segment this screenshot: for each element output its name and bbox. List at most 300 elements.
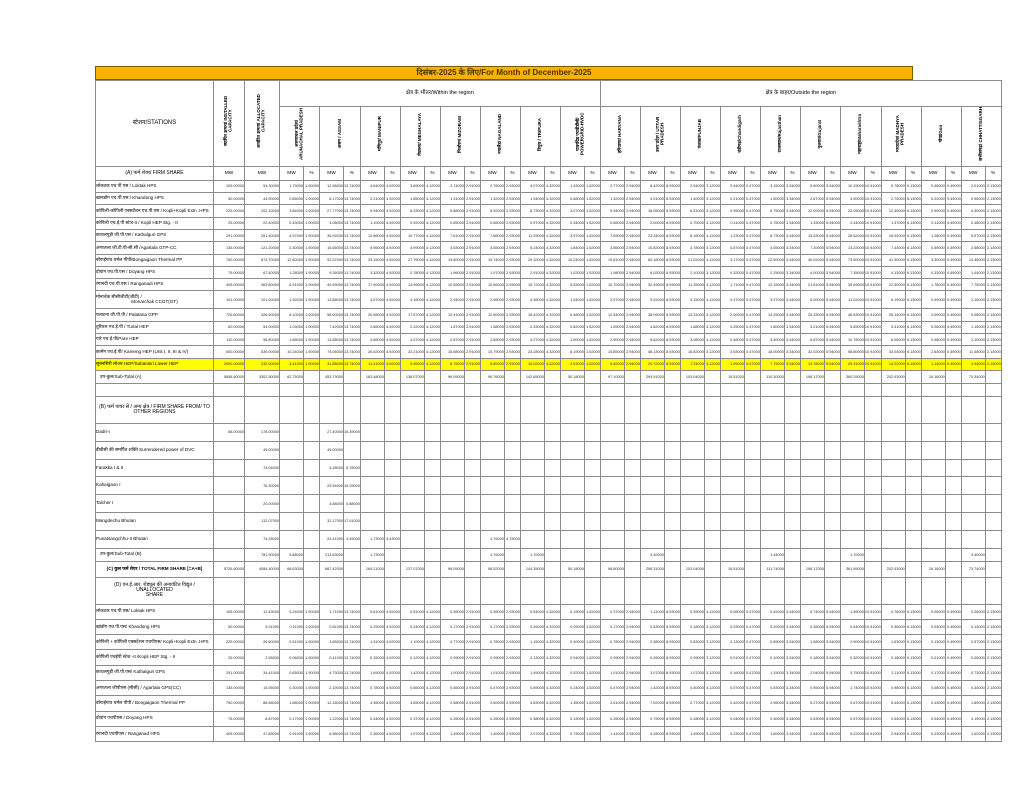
unit-mw: MW bbox=[921, 166, 945, 180]
value-cell: 8.82000 bbox=[640, 334, 664, 346]
value-cell: 1.90000 bbox=[304, 321, 320, 333]
value-cell bbox=[664, 577, 680, 604]
value-cell: 3.34000 bbox=[784, 650, 800, 665]
value-cell: 8.93000 bbox=[664, 309, 680, 321]
value-cell bbox=[664, 495, 680, 513]
value-cell bbox=[600, 512, 624, 530]
entity-header bbox=[881, 107, 921, 167]
value-cell: 0.06000 bbox=[280, 650, 304, 665]
value-cell bbox=[344, 548, 361, 561]
value-cell bbox=[720, 383, 744, 396]
value-cell bbox=[600, 441, 624, 459]
value-cell: 0.26000 bbox=[480, 711, 504, 726]
value-cell: 18.05000 bbox=[640, 205, 664, 217]
value-cell: 2.91000 bbox=[464, 229, 480, 241]
value-cell: 13.74000 bbox=[344, 635, 361, 650]
value-cell: 0.04000 bbox=[720, 711, 744, 726]
value-cell: 2.94000 bbox=[624, 309, 640, 321]
value-cell: 21.61000 bbox=[800, 279, 824, 291]
value-cell: 67.40000 bbox=[245, 266, 280, 278]
value-cell: 1.49000 bbox=[680, 726, 704, 741]
value-cell: 291.00000 bbox=[214, 665, 245, 680]
value-cell: 0.51000 bbox=[280, 635, 304, 650]
station-label-cell: कोपिली एच.ई.पी स्टेज-II / Kopli HEP Stg. - II bbox=[96, 217, 214, 229]
value-cell: 10.91000 bbox=[864, 321, 881, 333]
value-cell: 3.12000 bbox=[704, 334, 720, 346]
value-cell bbox=[440, 512, 464, 530]
entity-header bbox=[600, 107, 640, 167]
value-cell bbox=[384, 495, 400, 513]
value-cell: 0.28000 bbox=[680, 711, 704, 726]
value-cell: 4.12000 bbox=[424, 229, 440, 241]
value-cell: 2.94000 bbox=[624, 193, 640, 205]
value-cell: 1.42000 bbox=[640, 681, 664, 696]
label-line: (D) एन.ई.आर. शेड्यूल की अनावंटित विद्युत / UNALLOCATED bbox=[114, 581, 195, 593]
value-cell: 0.50000 bbox=[680, 681, 704, 696]
value-cell: 1.43000 bbox=[560, 180, 584, 192]
value-cell: 3.53000 bbox=[440, 242, 464, 254]
value-cell bbox=[360, 495, 384, 513]
value-cell: 4.32000 bbox=[544, 266, 560, 278]
value-cell: 1.52000 bbox=[584, 619, 600, 634]
value-cell: 6.13000 bbox=[905, 309, 921, 321]
value-cell: 8.93000 bbox=[664, 665, 680, 680]
value-cell bbox=[664, 441, 680, 459]
label-line: मोनार्चक सीसीजीटी(जीटी) / bbox=[96, 294, 142, 300]
value-cell: 3302.50000 bbox=[245, 370, 280, 383]
value-cell bbox=[280, 495, 304, 513]
station-label-cell: Punatsangchhu-II Bhutan bbox=[96, 530, 214, 548]
value-cell bbox=[304, 477, 320, 495]
value-cell bbox=[664, 370, 680, 383]
value-cell bbox=[824, 477, 840, 495]
value-cell: 2.93000 bbox=[504, 229, 520, 241]
value-cell bbox=[640, 423, 664, 441]
value-cell bbox=[704, 561, 720, 577]
value-cell: 68.00000 bbox=[214, 423, 245, 441]
value-cell: 4.45000 bbox=[344, 530, 361, 548]
value-cell: 1.37000 bbox=[881, 217, 905, 229]
value-cell: 5.94000 bbox=[824, 254, 840, 266]
value-cell bbox=[424, 459, 440, 477]
value-cell bbox=[600, 530, 624, 548]
value-cell bbox=[440, 441, 464, 459]
value-cell: 1.52000 bbox=[584, 242, 600, 254]
value-cell: 232.00000 bbox=[245, 358, 280, 370]
value-cell bbox=[280, 577, 304, 604]
value-cell bbox=[440, 495, 464, 513]
station-row bbox=[96, 477, 1002, 495]
value-cell: 26.14000 bbox=[881, 309, 905, 321]
value-cell: 21.02000 bbox=[680, 254, 704, 266]
entity-header bbox=[961, 107, 1001, 167]
value-cell: 6.82000 bbox=[600, 358, 624, 370]
unit-pct: % bbox=[744, 166, 760, 180]
value-cell: 3.40000 bbox=[961, 548, 985, 561]
value-cell: 2.58000 bbox=[440, 696, 464, 711]
unit-pct: % bbox=[584, 166, 600, 180]
value-cell: 2.91000 bbox=[464, 665, 480, 680]
value-cell: 2.93000 bbox=[504, 193, 520, 205]
value-cell bbox=[921, 441, 945, 459]
value-cell bbox=[985, 495, 1001, 513]
value-cell bbox=[640, 477, 664, 495]
value-cell: 0.13000 bbox=[921, 635, 945, 650]
value-cell: 4.32000 bbox=[544, 358, 560, 370]
value-cell bbox=[961, 477, 985, 495]
value-cell: 2.93000 bbox=[504, 711, 520, 726]
value-cell: 2.94000 bbox=[624, 266, 640, 278]
value-cell: 13.74000 bbox=[344, 205, 361, 217]
value-cell: 202.10000 bbox=[245, 205, 280, 217]
value-cell: 0.92000 bbox=[400, 217, 424, 229]
value-cell: 8.93000 bbox=[664, 650, 680, 665]
value-cell bbox=[560, 495, 584, 513]
value-cell bbox=[344, 561, 361, 577]
value-cell bbox=[464, 512, 480, 530]
value-cell: 4.16000 bbox=[400, 291, 424, 309]
entity-header-label: महाराष्ट्र/Maharashtra bbox=[857, 114, 863, 154]
value-cell: 0.81000 bbox=[320, 619, 344, 634]
value-cell: 27.76000 bbox=[400, 254, 424, 266]
value-cell: 0.82000 bbox=[560, 321, 584, 333]
value-cell: 7.61000 bbox=[440, 229, 464, 241]
station-row bbox=[96, 346, 1002, 358]
value-cell: 1.58000 bbox=[480, 321, 504, 333]
unit-pct: % bbox=[424, 166, 440, 180]
value-cell bbox=[640, 577, 664, 604]
value-cell bbox=[480, 577, 504, 604]
value-cell: 2.25000 bbox=[760, 266, 784, 278]
value-cell bbox=[344, 577, 361, 604]
value-cell bbox=[320, 396, 344, 423]
value-cell: 2.93000 bbox=[504, 665, 520, 680]
value-cell: 4.32000 bbox=[544, 291, 560, 309]
value-cell: 28.52000 bbox=[840, 229, 864, 241]
value-cell: 4.32000 bbox=[544, 711, 560, 726]
value-cell: 3.34000 bbox=[784, 217, 800, 229]
value-cell: 1.28000 bbox=[921, 229, 945, 241]
value-cell: 0.26000 bbox=[961, 604, 985, 619]
value-cell: 1.52000 bbox=[584, 346, 600, 358]
value-cell: 1.98000 bbox=[600, 266, 624, 278]
value-cell: 1.90000 bbox=[304, 217, 320, 229]
value-cell: 7.24000 bbox=[680, 358, 704, 370]
value-cell: 1.09000 bbox=[720, 358, 744, 370]
value-cell: 10.29000 bbox=[840, 180, 864, 192]
value-cell: 8.93000 bbox=[664, 334, 680, 346]
value-cell: 0.43000 bbox=[921, 696, 945, 711]
value-cell bbox=[544, 370, 560, 383]
value-cell: 2.10000 bbox=[680, 266, 704, 278]
entity-header bbox=[760, 107, 800, 167]
value-cell: 0.37000 bbox=[400, 711, 424, 726]
value-cell bbox=[320, 383, 344, 396]
value-cell: 2.13000 bbox=[985, 205, 1001, 217]
station-label-cell: Kahalgaon I bbox=[96, 477, 214, 495]
value-cell: 1.96000 bbox=[440, 266, 464, 278]
value-cell: 1.90000 bbox=[304, 291, 320, 309]
station-label-cell: काथलगुड़ी जी.पी.एस/ Kathalguri GPS bbox=[96, 665, 214, 680]
value-cell: 2.91000 bbox=[520, 266, 544, 278]
value-cell: 33.15000 bbox=[360, 254, 384, 266]
value-cell: 4.12000 bbox=[424, 358, 440, 370]
value-cell: 0.66000 bbox=[480, 217, 504, 229]
value-cell: 8.93000 bbox=[664, 358, 680, 370]
value-cell: 13.74000 bbox=[344, 180, 361, 192]
value-cell: 9.94000 bbox=[360, 205, 384, 217]
value-cell: 4.32000 bbox=[544, 334, 560, 346]
value-cell: 4.32000 bbox=[544, 180, 560, 192]
value-cell bbox=[400, 577, 424, 604]
value-cell bbox=[304, 370, 320, 383]
value-cell bbox=[560, 441, 584, 459]
value-cell: 6.13000 bbox=[905, 650, 921, 665]
value-cell: 10.91000 bbox=[864, 665, 881, 680]
value-cell: 5.94000 bbox=[824, 266, 840, 278]
value-cell: 10.91000 bbox=[864, 180, 881, 192]
value-cell: 0.49000 bbox=[945, 711, 961, 726]
value-cell: 0.78000 bbox=[600, 635, 624, 650]
station-row bbox=[96, 495, 1002, 513]
value-cell bbox=[800, 459, 824, 477]
value-cell: 4.12000 bbox=[424, 665, 440, 680]
value-cell bbox=[424, 396, 440, 423]
value-cell: 17.57000 bbox=[400, 309, 424, 321]
station-row bbox=[96, 279, 1002, 291]
stations-header: स्टेशन/STATIONS bbox=[96, 81, 214, 167]
value-cell: 0.57000 bbox=[961, 635, 985, 650]
station-row bbox=[96, 217, 1002, 229]
value-cell: 142.65000 bbox=[520, 370, 544, 383]
value-cell: 15.72000 bbox=[520, 279, 544, 291]
value-cell bbox=[945, 512, 961, 530]
value-cell: 14.35000 bbox=[961, 254, 985, 266]
value-cell: 9.08000 bbox=[961, 309, 985, 321]
value-cell: 1.92000 bbox=[280, 291, 304, 309]
value-cell bbox=[720, 577, 744, 604]
station-row bbox=[96, 242, 1002, 254]
unit-mw: MW bbox=[720, 166, 744, 180]
value-cell: 5.96000 bbox=[360, 242, 384, 254]
value-cell: 88.68000 bbox=[245, 696, 280, 711]
value-cell: 0.53000 bbox=[760, 681, 784, 696]
value-cell: 29.54000 bbox=[320, 477, 344, 495]
value-cell: 121.20000 bbox=[245, 242, 280, 254]
value-cell bbox=[584, 459, 600, 477]
value-cell: 12.54000 bbox=[600, 309, 624, 321]
value-cell: 2.93000 bbox=[504, 205, 520, 217]
value-cell: 2.77000 bbox=[600, 180, 624, 192]
value-cell: 10.91000 bbox=[864, 205, 881, 217]
value-cell bbox=[985, 459, 1001, 477]
value-cell: 0.22000 bbox=[921, 193, 945, 205]
value-cell: 8.93000 bbox=[664, 229, 680, 241]
value-cell: 5658.60000 bbox=[214, 370, 245, 383]
value-cell: 2.91000 bbox=[464, 321, 480, 333]
value-cell: 8.93000 bbox=[664, 696, 680, 711]
value-cell: 5.94000 bbox=[824, 180, 840, 192]
value-cell bbox=[280, 477, 304, 495]
value-cell: 1.39000 bbox=[440, 726, 464, 741]
unit-mw: MW bbox=[600, 166, 624, 180]
value-cell: 363.80000 bbox=[245, 279, 280, 291]
value-cell: 73.74000 bbox=[961, 561, 985, 577]
value-cell bbox=[800, 495, 824, 513]
value-cell: 2.93000 bbox=[504, 358, 520, 370]
value-cell: 19.81000 bbox=[600, 254, 624, 266]
value-cell bbox=[584, 577, 600, 604]
value-cell: 1.52000 bbox=[584, 229, 600, 241]
value-cell: 0.49000 bbox=[945, 279, 961, 291]
value-cell: 12.80000 bbox=[280, 254, 304, 266]
value-cell: 0.65000 bbox=[440, 217, 464, 229]
station-label-cell: रंगानदी एच.पी.एस / Ranganadi HPS bbox=[96, 279, 214, 291]
value-cell: 405.00000 bbox=[214, 726, 245, 741]
value-cell: 2.93000 bbox=[504, 291, 520, 309]
value-cell bbox=[945, 530, 961, 548]
value-cell: 38.09000 bbox=[640, 309, 664, 321]
value-cell: 25.00000 bbox=[214, 217, 245, 229]
value-cell bbox=[214, 383, 245, 396]
value-cell: 1.90000 bbox=[304, 619, 320, 634]
value-cell: 7.75000 bbox=[961, 279, 985, 291]
value-cell: 0.13000 bbox=[520, 650, 544, 665]
value-cell: 135.00000 bbox=[214, 681, 245, 696]
value-cell: 0.30000 bbox=[760, 711, 784, 726]
value-cell: 1.90000 bbox=[304, 711, 320, 726]
value-cell: 0.47000 bbox=[744, 346, 760, 358]
value-cell: 75.00000 bbox=[214, 266, 245, 278]
value-cell: 0.13000 bbox=[961, 619, 985, 634]
value-cell: 4.12000 bbox=[424, 254, 440, 266]
value-cell: 13.74000 bbox=[344, 619, 361, 634]
value-cell: 1.76000 bbox=[480, 530, 504, 548]
value-cell bbox=[840, 577, 864, 604]
value-cell: 74.04000 bbox=[245, 459, 280, 477]
value-cell bbox=[864, 370, 881, 383]
value-cell bbox=[881, 530, 905, 548]
value-cell: 360.29000 bbox=[840, 370, 864, 383]
value-cell: 1.90000 bbox=[304, 254, 320, 266]
value-cell: 94.30000 bbox=[245, 180, 280, 192]
value-cell: 4.92000 bbox=[384, 229, 400, 241]
value-cell bbox=[504, 396, 520, 423]
value-cell: 2.91000 bbox=[464, 193, 480, 205]
value-cell: 1.52000 bbox=[584, 180, 600, 192]
value-cell: 1.42000 bbox=[400, 665, 424, 680]
value-cell: 105.00000 bbox=[214, 604, 245, 619]
value-cell: 4.12000 bbox=[424, 321, 440, 333]
value-cell: 667.42000 bbox=[320, 561, 344, 577]
value-cell bbox=[720, 441, 744, 459]
label-line: SHARE bbox=[145, 592, 164, 599]
value-cell bbox=[360, 383, 384, 396]
value-cell: 2.97000 bbox=[600, 291, 624, 309]
value-cell: 8.93000 bbox=[664, 711, 680, 726]
value-cell: 0.47000 bbox=[744, 358, 760, 370]
value-cell bbox=[304, 561, 320, 577]
unit-pct: % bbox=[905, 166, 921, 180]
value-cell bbox=[824, 370, 840, 383]
value-cell: 1.54000 bbox=[560, 291, 584, 309]
value-cell: 0.18000 bbox=[800, 650, 824, 665]
units-row bbox=[96, 166, 1002, 180]
value-cell: 1.97000 bbox=[480, 266, 504, 278]
value-cell: 0.21000 bbox=[720, 193, 744, 205]
value-cell: 2.94000 bbox=[624, 229, 640, 241]
value-cell: 298.31000 bbox=[640, 561, 664, 577]
value-cell: 3.55000 bbox=[480, 242, 504, 254]
unit-mw: MW bbox=[881, 166, 905, 180]
value-cell: 3.17000 bbox=[720, 254, 744, 266]
value-cell: 1.70000 bbox=[520, 548, 544, 561]
value-cell bbox=[744, 383, 760, 396]
value-cell bbox=[214, 530, 245, 548]
station-row bbox=[96, 193, 1002, 205]
value-cell bbox=[504, 548, 520, 561]
value-cell: 19.74000 bbox=[480, 254, 504, 266]
value-cell bbox=[961, 423, 985, 441]
value-cell: 101.00000 bbox=[245, 291, 280, 309]
value-cell bbox=[985, 370, 1001, 383]
value-cell: 2.90000 bbox=[600, 334, 624, 346]
value-cell bbox=[464, 396, 480, 423]
value-cell bbox=[881, 383, 905, 396]
value-cell: 60.16000 bbox=[640, 254, 664, 266]
station-row bbox=[96, 696, 1002, 711]
value-cell: 2.13000 bbox=[985, 193, 1001, 205]
value-cell: 781.90000 bbox=[245, 548, 280, 561]
value-cell: 1.52000 bbox=[584, 291, 600, 309]
value-cell bbox=[881, 512, 905, 530]
value-cell bbox=[945, 423, 961, 441]
value-cell bbox=[921, 459, 945, 477]
value-cell: 6.06000 bbox=[881, 334, 905, 346]
value-cell: 9.56000 bbox=[400, 358, 424, 370]
value-cell: 1.73000 bbox=[360, 548, 384, 561]
value-cell: 3.30000 bbox=[921, 254, 945, 266]
value-cell bbox=[384, 561, 400, 577]
value-cell: 5.27000 bbox=[800, 696, 824, 711]
value-cell: 50.18000 bbox=[560, 370, 584, 383]
value-cell bbox=[584, 383, 600, 396]
value-cell: 0.03000 bbox=[921, 619, 945, 634]
value-cell: 0.23000 bbox=[921, 726, 945, 741]
value-cell bbox=[624, 477, 640, 495]
value-cell: 4.32000 bbox=[544, 346, 560, 358]
value-cell: 4.32000 bbox=[544, 229, 560, 241]
value-cell bbox=[504, 477, 520, 495]
value-cell: 1.90000 bbox=[304, 665, 320, 680]
value-cell: 0.83000 bbox=[680, 635, 704, 650]
entity-header bbox=[680, 107, 720, 167]
value-cell bbox=[560, 396, 584, 423]
value-cell bbox=[600, 423, 624, 441]
value-cell: 10.91000 bbox=[864, 193, 881, 205]
value-cell: 6.13000 bbox=[905, 279, 921, 291]
value-cell: 10.91000 bbox=[864, 291, 881, 309]
value-cell bbox=[344, 396, 361, 423]
value-cell: 1.02000 bbox=[961, 726, 985, 741]
value-cell: 4.32000 bbox=[544, 193, 560, 205]
value-cell: 10.91000 bbox=[864, 696, 881, 711]
value-cell: 1.90000 bbox=[304, 346, 320, 358]
value-cell bbox=[864, 577, 881, 604]
value-cell: 1.52000 bbox=[584, 205, 600, 217]
value-cell: 2.30000 bbox=[280, 242, 304, 254]
value-cell bbox=[744, 561, 760, 577]
